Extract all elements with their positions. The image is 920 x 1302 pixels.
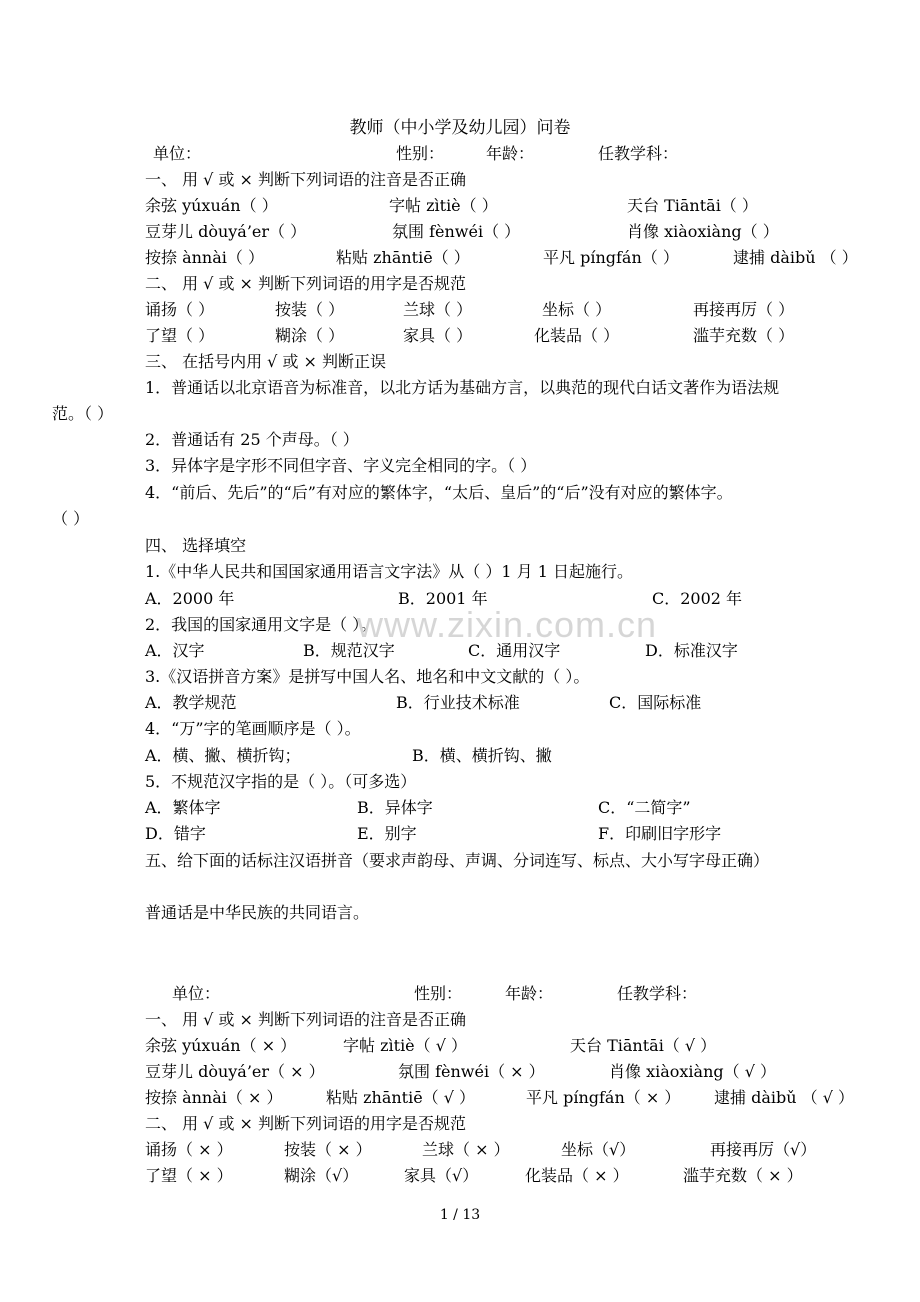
answer-item: 平凡 píngfán（ × ） bbox=[526, 1088, 681, 1107]
answer-item: 字帖 zìtiè（ √ ） bbox=[343, 1036, 468, 1055]
page-number: 1 / 13 bbox=[439, 1207, 481, 1223]
answer-item: 诵扬（ × ） bbox=[145, 1140, 233, 1159]
s3-question-4: 4．“前后、先后”的“后”有对应的繁体字，“太后、皇后”的“后”没有对应的繁体字。 bbox=[145, 483, 733, 502]
answer-item: 按装（ × ） bbox=[284, 1140, 372, 1159]
item: 滥芋充数（ ） bbox=[693, 326, 795, 345]
option: B．横、横折钩、撇 bbox=[412, 746, 552, 765]
subject-label: 任教学科： bbox=[598, 144, 679, 163]
option: A．繁体字 bbox=[145, 798, 221, 817]
age-label: 年龄： bbox=[505, 984, 554, 1003]
s3-question-1-cont: 范。（ ） bbox=[52, 404, 114, 423]
watermark: www.zixin.com.cn bbox=[357, 604, 658, 645]
unit-label: 单位： bbox=[172, 984, 221, 1003]
option: B．规范汉字 bbox=[303, 641, 395, 660]
item: 肖像 xiàoxiàng（ ） bbox=[627, 222, 779, 241]
item: 按捺 ànnài（ ） bbox=[145, 248, 264, 267]
option: B．2001 年 bbox=[398, 589, 488, 608]
age-label: 年龄： bbox=[486, 144, 535, 163]
answer-item: 肖像 xiàoxiàng（ √ ） bbox=[609, 1062, 776, 1081]
item: 粘贴 zhāntiē（ ） bbox=[336, 248, 470, 267]
item: 诵扬（ ） bbox=[145, 300, 215, 319]
answer-item: 天台 Tiāntāi（ √ ） bbox=[570, 1036, 717, 1055]
item: 糊涂（ ） bbox=[275, 326, 345, 345]
item: 家具（ ） bbox=[403, 326, 473, 345]
section-1-heading: 一、 用 √ 或 × 判断下列词语的注音是否正确 bbox=[145, 170, 467, 189]
answer-item: 家具（√） bbox=[404, 1166, 479, 1185]
subject-label: 任教学科： bbox=[617, 984, 698, 1003]
option: A．横、撇、横折钩； bbox=[145, 746, 301, 765]
option: C．通用汉字 bbox=[468, 641, 561, 660]
item: 再接再厉（ ） bbox=[693, 300, 795, 319]
answer-item: 了望（ × ） bbox=[145, 1166, 233, 1185]
item: 按装（ ） bbox=[275, 300, 345, 319]
answer-section-1-heading: 一、 用 √ 或 × 判断下列词语的注音是否正确 bbox=[145, 1010, 467, 1029]
item: 逮捕 dàibǔ （ ） bbox=[733, 248, 858, 267]
gender-label: 性别： bbox=[396, 144, 445, 163]
s4-question-5: 5．不规范汉字指的是（ ）。（可多选） bbox=[145, 772, 417, 791]
s4-question-2: 2．我国的国家通用文字是（ ）。 bbox=[145, 615, 377, 634]
option: B．行业技术标准 bbox=[396, 693, 520, 712]
option: C．“二简字” bbox=[598, 798, 691, 817]
item: 兰球（ ） bbox=[403, 300, 473, 319]
section-2-heading: 二、 用 √ 或 × 判断下列词语的用字是否规范 bbox=[145, 274, 467, 293]
s4-question-3: 3.《汉语拼音方案》是拼写中国人名、地名和中文文献的（ ）。 bbox=[145, 667, 590, 686]
option: C．国际标准 bbox=[609, 693, 702, 712]
answer-item: 再接再厉（√） bbox=[710, 1140, 817, 1159]
item: 氛围 fènwéi（ ） bbox=[392, 222, 521, 241]
unit-label: 单位： bbox=[153, 144, 202, 163]
answer-section-2-heading: 二、 用 √ 或 × 判断下列词语的用字是否规范 bbox=[145, 1114, 467, 1133]
option: C．2002 年 bbox=[652, 589, 743, 608]
pinyin-sentence: 普通话是中华民族的共同语言。 bbox=[145, 903, 370, 922]
answer-item: 豆芽儿 dòuyá’er（ × ） bbox=[145, 1062, 325, 1081]
document-title: 教师（中小学及幼儿园）问卷 bbox=[349, 118, 571, 138]
answer-item: 按捺 ànnài（ × ） bbox=[145, 1088, 283, 1107]
answer-item: 糊涂（√） bbox=[284, 1166, 359, 1185]
answer-item: 兰球（ × ） bbox=[422, 1140, 510, 1159]
option: A．汉字 bbox=[145, 641, 205, 660]
section-4-heading: 四、 选择填空 bbox=[145, 536, 247, 555]
answer-item: 滥芋充数（ × ） bbox=[683, 1166, 803, 1185]
option: E．别字 bbox=[357, 824, 417, 843]
answer-item: 氛围 fènwéi（ × ） bbox=[398, 1062, 545, 1081]
section-3-heading: 三、 在括号内用 √ 或 × 判断正误 bbox=[145, 352, 387, 371]
s4-question-1: 1.《中华人民共和国国家通用语言文字法》从（ ）1 月 1 日起施行。 bbox=[145, 562, 633, 581]
item: 平凡 píngfán（ ） bbox=[543, 248, 679, 267]
item: 坐标（ ） bbox=[542, 300, 612, 319]
s3-question-4-cont: （ ） bbox=[52, 509, 90, 528]
s3-question-2: 2．普通话有 25 个声母。（ ） bbox=[145, 430, 359, 449]
item: 余弦 yúxuán（ ） bbox=[145, 196, 278, 215]
section-5-heading: 五、给下面的话标注汉语拼音（要求声韵母、声调、分词连写、标点、大小写字母正确） bbox=[145, 851, 770, 870]
gender-label: 性别： bbox=[414, 984, 463, 1003]
item: 了望（ ） bbox=[145, 326, 215, 345]
s4-question-4: 4．“万”字的笔画顺序是（ ）。 bbox=[145, 719, 361, 738]
answer-item: 逮捕 dàibǔ （ √ ） bbox=[714, 1088, 854, 1107]
answer-item: 余弦 yúxuán（ × ） bbox=[145, 1036, 297, 1055]
item: 字帖 zìtiè（ ） bbox=[389, 196, 498, 215]
item: 天台 Tiāntāi（ ） bbox=[627, 196, 758, 215]
option: F．印刷旧字形字 bbox=[598, 824, 722, 843]
answer-item: 粘贴 zhāntiē（ √ ） bbox=[326, 1088, 476, 1107]
option: D．错字 bbox=[145, 824, 206, 843]
s3-question-3: 3．异体字是字形不同但字音、字义完全相同的字。（ ） bbox=[145, 456, 537, 475]
option: A．教学规范 bbox=[145, 693, 237, 712]
item: 豆芽儿 dòuyá’er（ ） bbox=[145, 222, 307, 241]
option: A．2000 年 bbox=[145, 589, 235, 608]
option: B．异体字 bbox=[357, 798, 433, 817]
s3-question-1: 1．普通话以北京语音为标准音，以北方话为基础方言，以典范的现代白话文著作为语法规 bbox=[145, 378, 780, 397]
answer-item: 化装品（ × ） bbox=[525, 1166, 629, 1185]
item: 化装品（ ） bbox=[534, 326, 620, 345]
answer-item: 坐标（√） bbox=[561, 1140, 636, 1159]
option: D．标准汉字 bbox=[645, 641, 738, 660]
